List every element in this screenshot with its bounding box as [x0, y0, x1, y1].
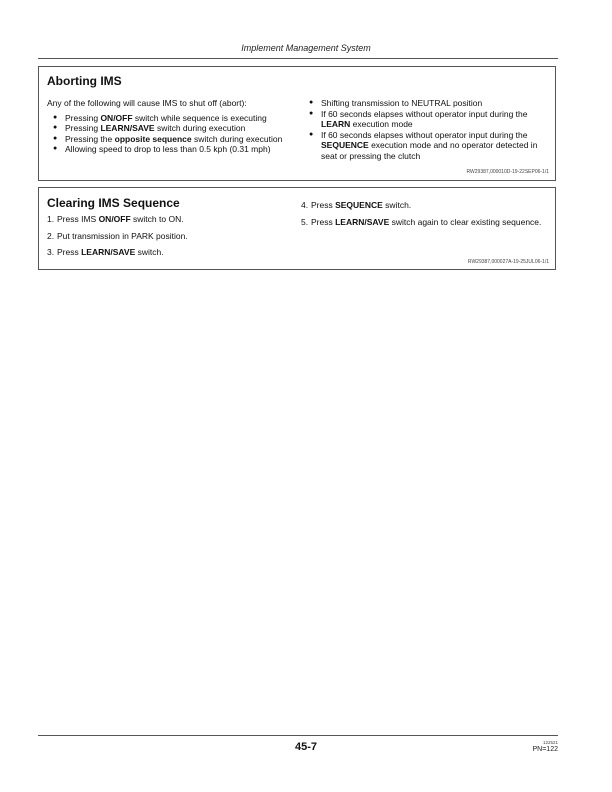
aborting-ims-section — [38, 66, 556, 181]
text-run: Put transmission in PARK position. — [57, 230, 188, 241]
aborting-intro: Any of the following will cause IMS to shut off (abort): — [47, 98, 247, 108]
text-run: switch to ON. — [130, 214, 184, 224]
step-item — [301, 200, 551, 211]
bold-term: opposite sequence — [114, 133, 192, 144]
text-run: Pressing the — [65, 133, 115, 144]
text-run: Press — [311, 200, 336, 210]
text-run: switch while sequence is executing — [132, 112, 267, 123]
clearing-right-column — [301, 200, 551, 233]
bullet-item — [309, 98, 553, 109]
page-number: 45-7 — [294, 741, 318, 753]
bullet-item — [53, 113, 303, 124]
aborting-reference-code: RW29387,000010D-19-22SEP06-1/1 — [466, 169, 549, 175]
text-run: switch during execution — [154, 123, 246, 133]
aborting-right-column — [309, 98, 553, 161]
text-run: Allowing speed to drop to less than 0.5 kph (0.31 mph) — [65, 144, 271, 154]
running-header: Implement Management System — [241, 43, 371, 53]
text-run: Press — [311, 216, 336, 227]
bold-term: ON/OFF — [98, 214, 131, 224]
bold-term: LEARN — [321, 119, 351, 129]
bold-term: SEQUENCE — [335, 200, 383, 210]
bold-term: SEQUENCE — [321, 140, 369, 150]
footer-code: 122521 — [542, 740, 558, 745]
text-run: execution mode — [350, 119, 413, 129]
clearing-left-steps — [47, 214, 287, 258]
bullet-item — [53, 123, 303, 134]
aborting-ims-title: Aborting IMS — [47, 74, 122, 88]
text-run: Press IMS — [57, 214, 99, 224]
bold-term: ON/OFF — [100, 112, 133, 123]
bold-term: LEARN/SAVE — [100, 123, 155, 133]
clearing-reference-code: RW29387,000027A-19-25JUL06-1/1 — [467, 259, 549, 265]
step-number: 5. — [301, 216, 309, 227]
bullet-item — [53, 144, 303, 155]
header-divider — [38, 58, 558, 59]
clearing-ims-title: Clearing IMS Sequence — [47, 196, 180, 210]
step-number: 4. — [301, 200, 309, 210]
clearing-right-steps — [301, 200, 551, 227]
footer-divider — [38, 735, 558, 736]
clearing-left-column — [47, 214, 287, 264]
step-number: 1. — [47, 214, 55, 224]
bold-term: LEARN/SAVE — [335, 216, 390, 227]
bullet-item — [309, 130, 553, 162]
text-run: switch. — [135, 247, 164, 257]
text-run: Pressing — [65, 123, 101, 133]
text-run: If 60 seconds elapses without operator input during the — [321, 129, 528, 140]
text-run: switch during execution — [191, 133, 283, 144]
text-run: execution mode and no operator detected in seat or pressing the clutch — [321, 140, 538, 161]
aborting-right-list — [309, 98, 553, 161]
aborting-left-list — [53, 113, 303, 155]
clearing-ims-section — [38, 187, 556, 270]
text-run: Shifting transmission to NEUTRAL position — [321, 98, 483, 108]
text-run: switch. — [382, 200, 412, 210]
text-run: Pressing — [65, 112, 101, 123]
text-run: If 60 seconds elapses without operator input during the — [321, 108, 528, 119]
aborting-left-column — [47, 98, 303, 155]
bullet-item — [309, 109, 553, 130]
step-item — [47, 247, 287, 258]
step-item — [47, 231, 287, 242]
step-number: 2. — [47, 230, 55, 241]
step-item — [47, 214, 287, 225]
bullet-item — [53, 134, 303, 145]
part-number: PN=122 — [532, 746, 558, 753]
step-number: 3. — [47, 247, 55, 257]
text-run: Press — [57, 247, 82, 257]
step-item — [301, 217, 551, 228]
bold-term: LEARN/SAVE — [81, 247, 136, 257]
text-run: switch again to clear existing sequence. — [389, 216, 542, 227]
